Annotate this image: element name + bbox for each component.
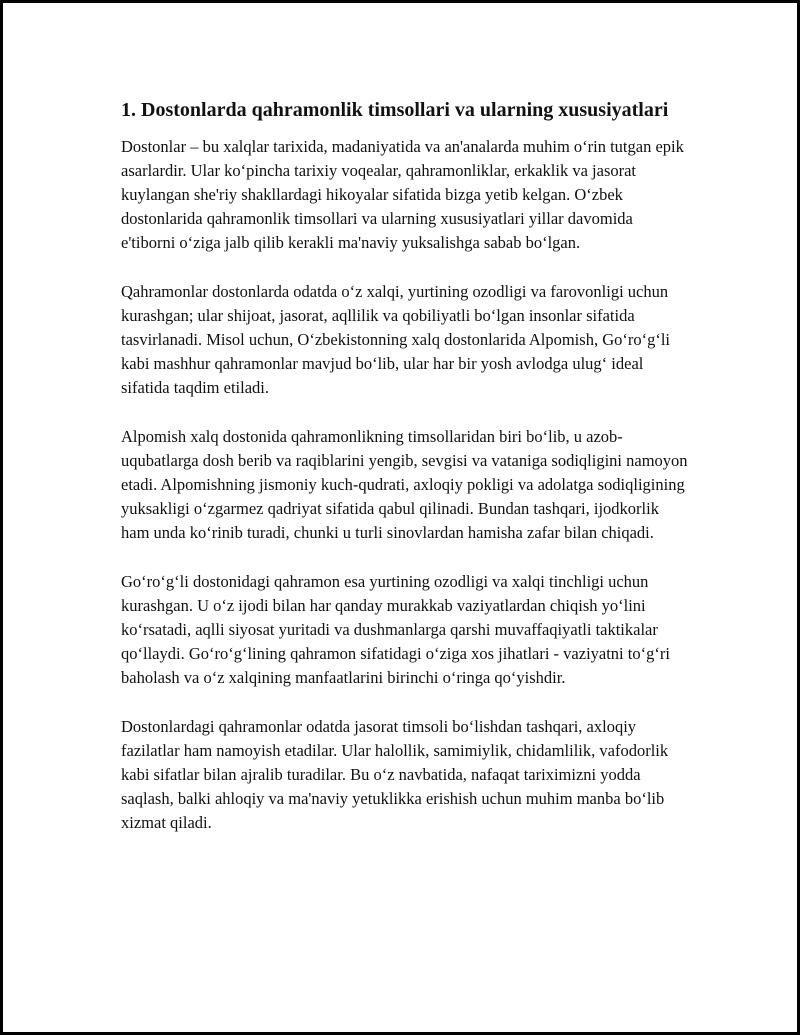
paragraph-1: Dostonlar – bu xalqlar tarixida, madaniyatida va an'analarda muhim o‘rin tutgan epik asarlardir. Ular ko‘pincha tarixiy voqealar, qahramonliklar, erkaklik va jasorat kuylangan she'riy shakllardagi hikoyalar sifatida bizga yetib kelgan. O‘zbek dostonlarida qahramonlik timsollari va ularning xususiyatlari yillar davomida e'tiborni o‘ziga jalb qilib kerakli ma'naviy yuksalishga sabab bo‘lgan. [121,137,684,252]
paragraph-2: Qahramonlar dostonlarda odatda o‘z xalqi, yurtining ozodligi va farovonligi uchun kurashgan; ular shijoat, jasorat, aqllilik va qobiliyatli bo‘lgan insonlar sifatida tasvirlanadi. Misol uchun, O‘zbekistonning xalq dostonlarida Alpomish, Go‘ro‘g‘li kabi mashhur qahramonlar mavjud bo‘lib, ular har bir yosh avlodga ulug‘ ideal sifatida taqdim etiladi. [121,282,671,397]
paragraph-4: Go‘ro‘g‘li dostonidagi qahramon esa yurtining ozodligi va xalqi tinchligi uchun kurashgan. U o‘z ijodi bilan har qanday murakkab vaziyatlardan chiqish yo‘lini ko‘rsatadi, aqlli siyosat yuritadi va dushmanlarga qarshi muvaffaqiyatli taktikalar qo‘llaydi. Go‘ro‘g‘lining qahramon sifatidagi o‘ziga xos jihatlari - vaziyatni to‘g‘ri baholash va o‘z xalqining manfaatlarini birinchi o‘ringa qo‘yishdir. [121,572,670,687]
section-heading: 1. Dostonlarda qahramonlik timsollari va ularning xususiyatlari [121,99,669,121]
paragraph-5: Dostonlardagi qahramonlar odatda jasorat timsoli bo‘lishdan tashqari, axloqiy fazilatlar ham namoyish etadilar. Ular halollik, samimiylik, chidamlilik, vafodorlik kabi sifatlar bilan ajralib turadilar. Bu o‘z navbatida, nafaqat tariximizni yodda saqlash, balki ahloqiy va ma'naviy yetuklikka erishish uchun muhim manba bo‘lib xizmat qiladi. [121,717,669,832]
document-content [121,97,691,860]
paragraph-3: Alpomish xalq dostonida qahramonlikning timsollaridan biri bo‘lib, u azob-uqubatlarga dosh berib va raqiblarini yengib, sevgisi va vataniga sodiqligini namoyon etadi. Alpomishning jismoniy kuch-qudrati, axloqiy pokligi va adolatga sodiqligining yuksakligi o‘zgarmez qadriyat sifatida qabul qilinadi. Bundan tashqari, ijodkorlik ham unda ko‘rinib turadi, chunki u turli sinovlardan hamisha zafar bilan chiqadi. [121,427,688,542]
